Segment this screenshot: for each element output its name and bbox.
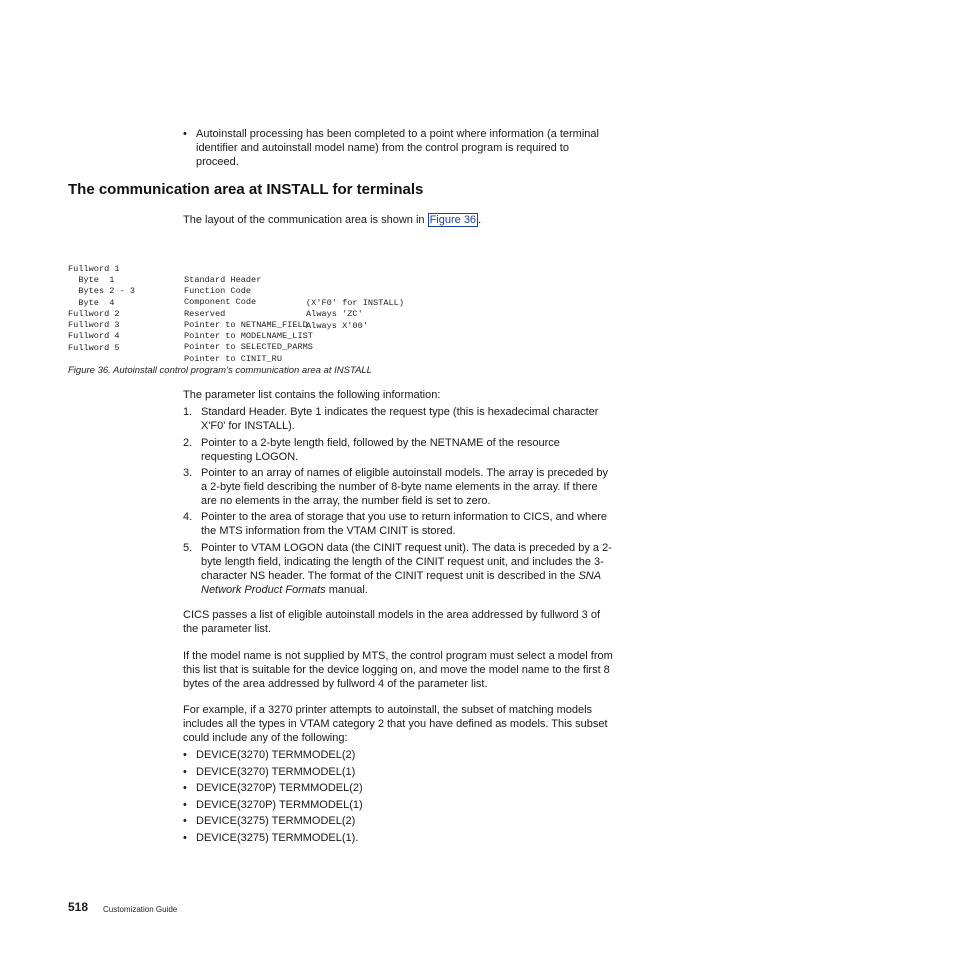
bullet-marker: • (183, 815, 187, 827)
item-text: Pointer to an array of names of eligible autoinstall models. The array is preceded by a 2-byte field describing the number of 8-byte name elements in the array. If there are no elements in the array, the number field is set to zero. (201, 467, 609, 507)
bullet-marker: • (183, 799, 187, 811)
item-text: Standard Header. Byte 1 indicates the request type (this is hexadecimal character X'F0' for INSTALL). (201, 406, 599, 432)
field-description: Function Code (184, 286, 252, 297)
device-list-item (183, 798, 613, 812)
device-text: DEVICE(3275) TERMMODEL(1). (196, 832, 359, 844)
field-value: (X'F0' for INSTALL) (306, 297, 404, 308)
paragraph-model-selection: If the model name is not supplied by MTS, the control program must select a model from this list that is suitable for the device logging on, and move the model name to the first 8 bytes of the area addressed by fullword 4 of the parameter list. (183, 650, 613, 690)
field-value: Always 'ZC' (306, 308, 363, 319)
field-description: Component Code (184, 297, 257, 308)
item-text: Pointer to the area of storage that you use to return information to CICS, and where the MTS information from the VTAM CINIT is stored. (201, 511, 608, 537)
intro-bullet-item (183, 127, 613, 169)
field-name: Fullword 1 (68, 264, 120, 275)
item-text: Pointer to a 2-byte length field, followed by the NETNAME of the resource requesting LOGON. (201, 437, 560, 463)
item-text-end: manual. (325, 584, 368, 596)
page-number: 518 (68, 900, 89, 914)
numbered-item (183, 466, 613, 508)
bullet-marker: • (183, 832, 187, 844)
device-list-item (183, 831, 613, 845)
field-description: Pointer to CINIT_RU (184, 354, 282, 365)
field-name: Fullword 4 (68, 331, 120, 342)
paragraph-example: For example, if a 3270 printer attempts to autoinstall, the subset of matching models includes all the types in VTAM category 2 that you have defined as models. This subset could include any of the following: (183, 704, 608, 744)
device-text: DEVICE(3270) TERMMODEL(2) (196, 749, 356, 761)
item-text (201, 541, 613, 597)
item-number: 3. (183, 467, 193, 479)
figure-36-link[interactable]: Figure 36 (429, 214, 477, 226)
numbered-item (183, 436, 613, 464)
book-title-footer: Customization Guide (103, 905, 178, 914)
device-text: DEVICE(3270P) TERMMODEL(1) (196, 799, 363, 811)
numbered-item (183, 405, 613, 433)
field-name: Byte 1 (68, 275, 115, 286)
book-title: SNA Network Product Formats (201, 570, 601, 596)
device-text: DEVICE(3270) TERMMODEL(1) (196, 766, 356, 778)
field-name: Fullword 5 (68, 343, 120, 354)
field-name: Fullword 3 (68, 320, 120, 331)
figure-caption: Figure 36. Autoinstall control program’s communication area at INSTALL (68, 365, 372, 376)
bullet-marker: • (183, 782, 187, 794)
device-list-item (183, 765, 613, 779)
device-text: DEVICE(3270P) TERMMODEL(2) (196, 782, 363, 794)
item-number: 2. (183, 437, 193, 449)
intro-paragraph (183, 213, 481, 227)
bullet-text: Autoinstall processing has been completed to a point where information (a terminal identifier and autoinstall model name) from the control program is required to proceed. (196, 128, 599, 168)
intro-text: The layout of the communication area is shown in (183, 214, 428, 226)
paragraph-models: CICS passes a list of eligible autoinstall models in the area addressed by fullword 3 of the parameter list. (183, 609, 601, 635)
item-number: 4. (183, 511, 193, 523)
intro-end: . (478, 214, 482, 226)
item-number: 5. (183, 542, 193, 554)
numbered-item (183, 541, 613, 597)
field-description: Pointer to NETNAME_FIELD (184, 320, 308, 331)
device-list-item (183, 748, 613, 762)
field-name: Byte 4 (68, 298, 115, 309)
field-value: Always X'00' (306, 320, 368, 331)
field-description: Standard Header (184, 275, 262, 286)
device-text: DEVICE(3275) TERMMODEL(2) (196, 815, 356, 827)
item-text-main: Pointer to VTAM LOGON data (the CINIT request unit). The data is preceded by a 2-byte length field, indicating the length of the CINIT request unit, and includes the 3-character NS header. The format of the CINIT request unit is described in the (201, 542, 612, 582)
param-intro: The parameter list contains the following information: (183, 389, 441, 401)
section-heading: The communication area at INSTALL for terminals (68, 181, 424, 198)
numbered-item (183, 510, 613, 538)
field-description: Reserved (184, 309, 226, 320)
field-name: Bytes 2 - 3 (68, 286, 136, 297)
bullet-marker: • (183, 766, 187, 778)
field-description: Pointer to MODELNAME_LIST (184, 331, 313, 342)
device-list-item (183, 814, 613, 828)
bullet-marker: • (183, 128, 187, 140)
item-number: 1. (183, 406, 193, 418)
device-list-item (183, 781, 613, 795)
bullet-marker: • (183, 749, 187, 761)
field-name: Fullword 2 (68, 309, 120, 320)
field-description: Pointer to SELECTED_PARMS (184, 342, 313, 353)
